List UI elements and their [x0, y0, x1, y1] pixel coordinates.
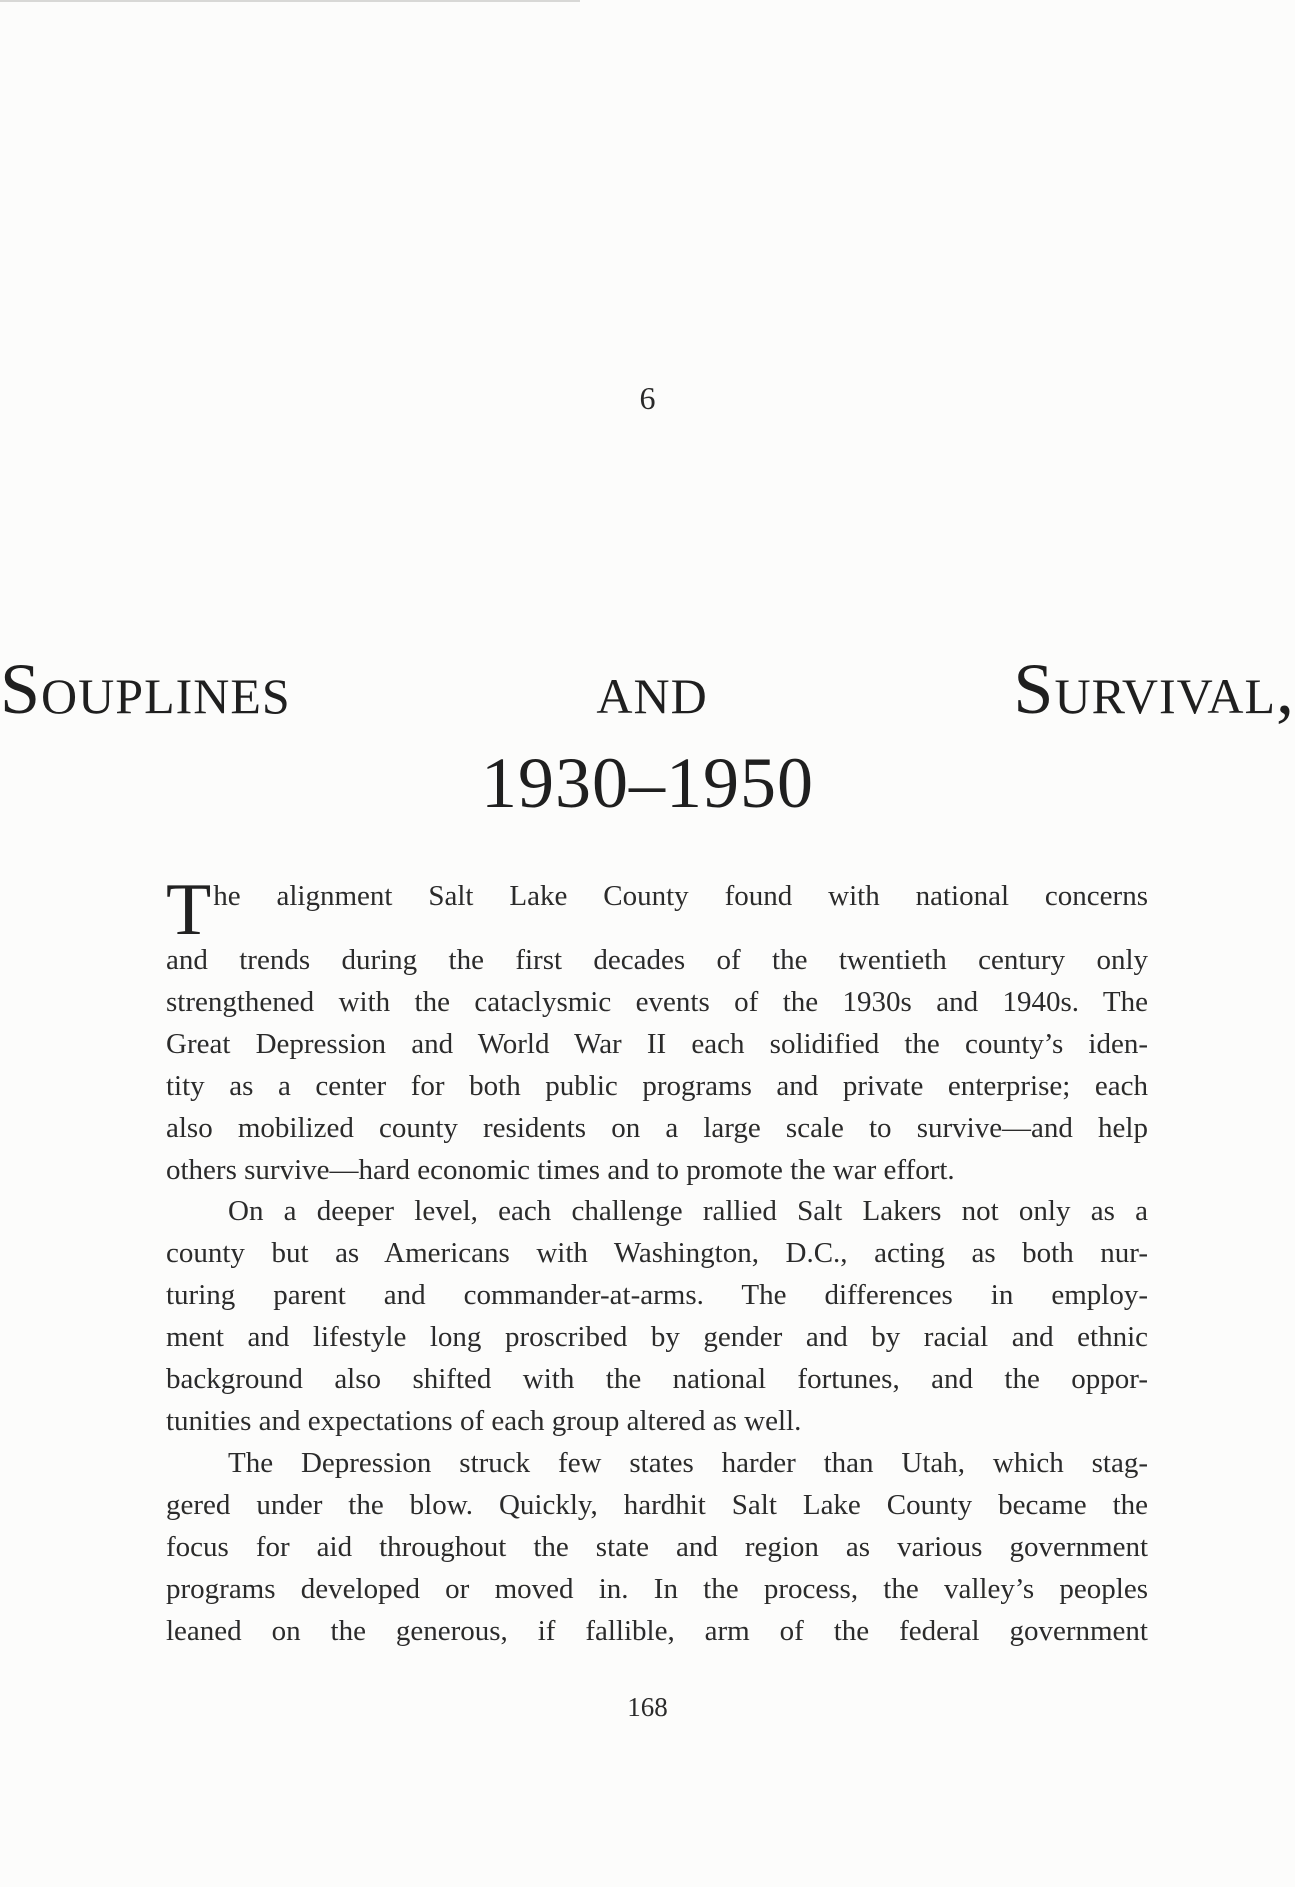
- paragraph-3: [166, 1443, 1148, 1653]
- text-line: also mobilized county residents on a large scale to survive—and help: [166, 1111, 1148, 1144]
- chapter-title-line-2: 1930–1950: [481, 743, 814, 823]
- text-line: others survive—hard economic times and to promote the war effort.: [166, 1153, 955, 1186]
- text-line: tity as a center for both public programs and private enterprise; each: [166, 1069, 1148, 1102]
- text-line: Great Depression and World War II each solidified the county’s iden-: [166, 1027, 1148, 1060]
- text-line: and trends during the first decades of the twentieth century only: [166, 944, 1148, 976]
- chapter-number: 6: [639, 380, 656, 416]
- text-line: county but as Americans with Washington, D.C., acting as both nur-: [166, 1237, 1148, 1270]
- text-line: background also shifted with the national fortunes, and the oppor-: [166, 1363, 1148, 1396]
- text-line: tunities and expectations of each group altered as well.: [166, 1404, 802, 1437]
- text-line: turing parent and commander-at-arms. The differences in employ-: [166, 1279, 1148, 1312]
- body-text: [166, 869, 1148, 1652]
- text-line: programs developed or moved in. In the process, the valley’s peoples: [166, 1572, 1148, 1605]
- text-line: ment and lifestyle long proscribed by gender and by racial and ethnic: [166, 1321, 1148, 1354]
- text-line: gered under the blow. Quickly, hardhit Salt Lake County became the: [166, 1488, 1148, 1521]
- text-line: leaned on the generous, if fallible, arm of the federal government: [166, 1614, 1148, 1647]
- text-line: The Depression struck few states harder than Utah, which stag-: [228, 1446, 1148, 1479]
- text-line: On a deeper level, each challenge rallied Salt Lakers not only as a: [228, 1195, 1148, 1228]
- paragraph-2: [166, 1191, 1148, 1442]
- text-line: strengthened with the cataclysmic events of the 1930s and 1940s. The: [166, 985, 1148, 1018]
- chapter-title: [0, 642, 1295, 830]
- text-line: focus for aid throughout the state and region as various government: [166, 1530, 1148, 1563]
- chapter-title-line-1: Souplines and Survival,: [0, 649, 1295, 729]
- top-rule: [0, 0, 580, 2]
- page-number: 168: [627, 1692, 668, 1722]
- paragraph-1: [166, 869, 1148, 1191]
- drop-cap: T: [166, 869, 212, 951]
- text-line: he alignment Salt Lake County found with national concerns: [213, 880, 1148, 912]
